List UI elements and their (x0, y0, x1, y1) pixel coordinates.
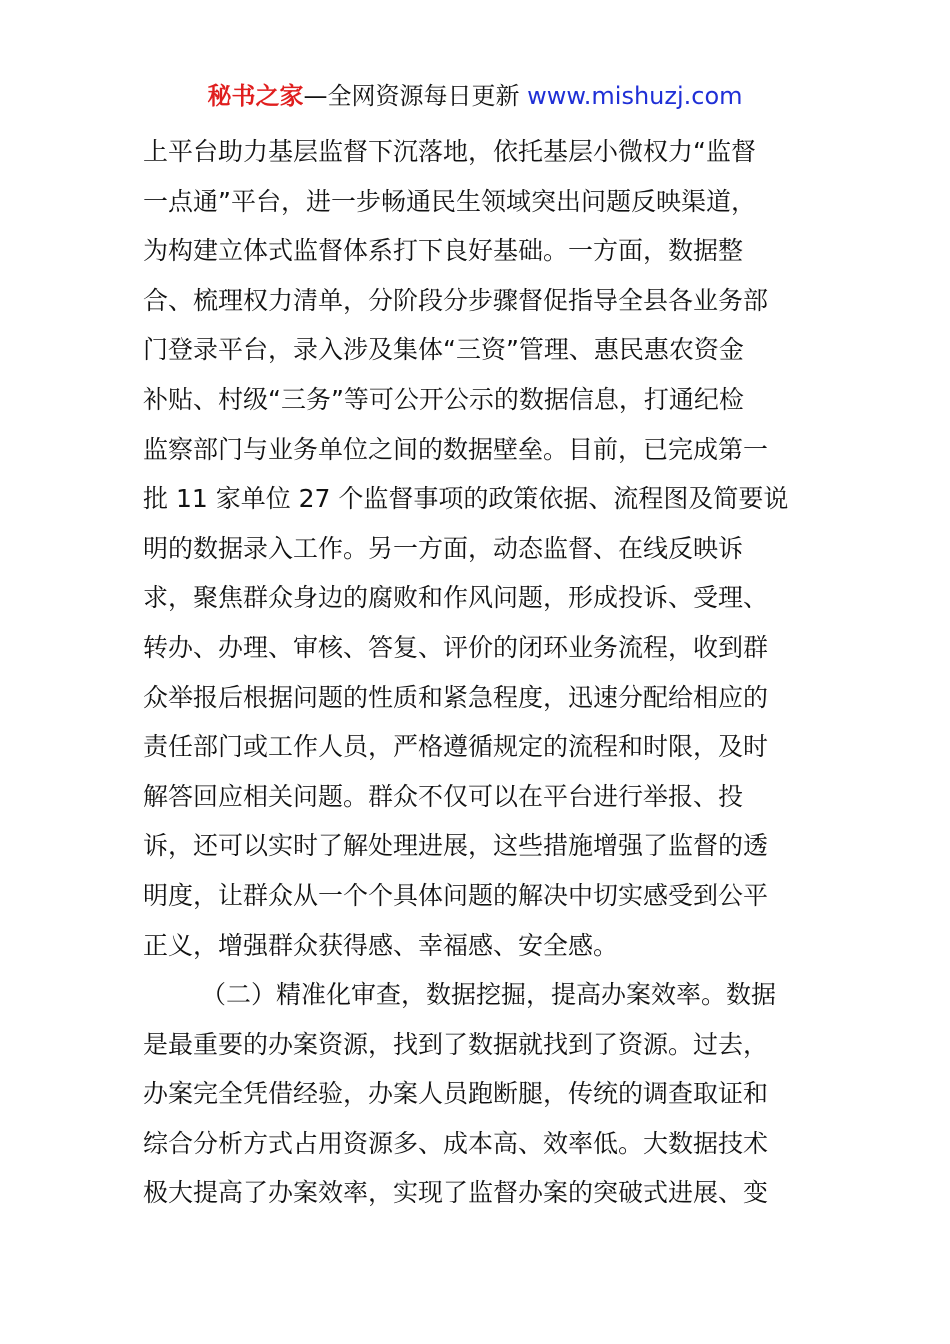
text-line: 极大提高了办案效率，实现了监督办案的突破式进展、变 (143, 1178, 769, 1208)
text-line: 一点通”平台，进一步畅通民生领域突出问题反映渠道， (143, 186, 756, 216)
page-header (0, 78, 950, 114)
text-line: 上平台助力基层监督下沉落地，依托基层小微权力“监督 (143, 137, 756, 166)
text-line: 明的数据录入工作。另一方面，动态监督、在线反映诉 (143, 533, 744, 563)
text-line: 求，聚焦群众身边的腐败和作风问题，形成投诉、受理、 (143, 583, 769, 613)
text-line: 众举报后根据问题的性质和紧急程度，迅速分配给相应的 (143, 682, 769, 712)
text-line: 门登录平台，录入涉及集体“三资”管理、惠民惠农资金 (143, 335, 744, 365)
text-line: 明度，让群众从一个个具体问题的解决中切实感受到公平 (143, 880, 769, 910)
text-line: 正义，增强群众获得感、幸福感、安全感。 (143, 930, 619, 960)
text-line: 补贴、村级“三务”等可公开公示的数据信息，打通纪检 (143, 384, 744, 414)
site-url-link[interactable]: www.mishuzj.com (527, 82, 743, 110)
text-line: 监察部门与业务单位之间的数据壁垒。目前，已完成第一 (143, 434, 769, 464)
section-heading-line: （二）精准化审查，数据挖掘，提高办案效率。数据 (201, 980, 777, 1010)
text-line: 是最重要的办案资源，找到了数据就找到了资源。过去， (143, 1029, 769, 1059)
text-line: 合、梳理权力清单，分阶段分步骤督促指导全县各业务部 (143, 285, 769, 315)
text-line: 综合分析方式占用资源多、成本高、效率低。大数据技术 (143, 1128, 769, 1158)
header-tagline: —全网资源每日更新 (303, 82, 528, 110)
text-line: 转办、办理、审核、答复、评价的闭环业务流程，收到群 (143, 632, 769, 662)
text-line: 责任部门或工作人员，严格遵循规定的流程和时限，及时 (143, 732, 769, 762)
text-line: 诉，还可以实时了解处理进展，这些措施增强了监督的透 (143, 831, 769, 861)
text-line: 办案完全凭借经验，办案人员跑断腿，传统的调查取证和 (143, 1079, 769, 1109)
text-line: 解答回应相关问题。群众不仅可以在平台进行举报、投 (143, 781, 744, 811)
site-brand: 秘书之家 (207, 82, 304, 110)
document-body (143, 127, 813, 1218)
text-line: 批 11 家单位 27 个监督事项的政策依据、流程图及简要说 (143, 484, 789, 514)
text-line: 为构建立体式监督体系打下良好基础。一方面，数据整 (143, 236, 744, 266)
